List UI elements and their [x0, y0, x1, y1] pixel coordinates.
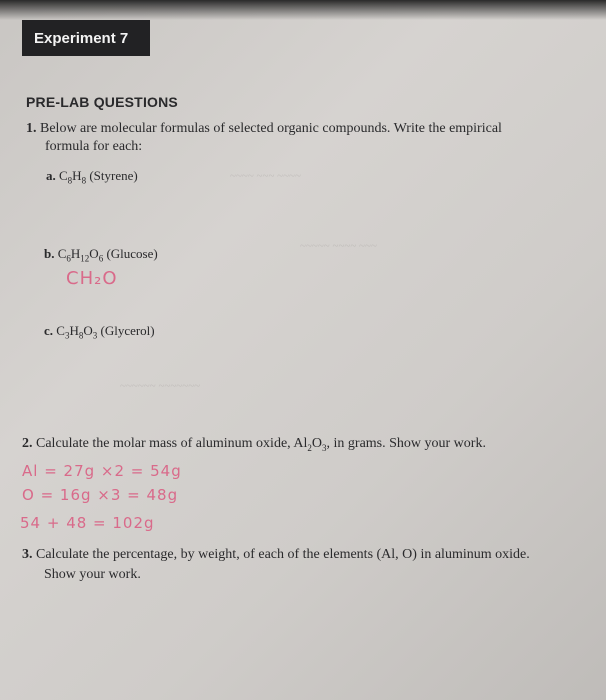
question-1-line1: Below are molecular formulas of selected organic compounds. Write the empirical	[40, 121, 502, 136]
bleed-through-text: ~~~~~ ~~~~ ~~~	[300, 240, 377, 252]
experiment-title: Experiment 7	[34, 29, 129, 47]
page-shadow	[0, 0, 606, 20]
option-c	[44, 323, 155, 341]
option-a-formula: $C_8H_8$	[59, 168, 87, 186]
option-b-formula: $C_6H_{12}O_6$	[57, 246, 104, 264]
option-a-name: (Styrene)	[89, 168, 138, 183]
question-3-line1: Calculate the percentage, by weight, of each of the elements (Al, O) in aluminum oxide.	[36, 547, 530, 562]
work-line-2: O = 16g ×3 = 48g	[22, 486, 179, 504]
question-3	[22, 546, 530, 564]
option-a-letter: a.	[46, 168, 56, 183]
answer-b-handwritten: CH₂O	[66, 268, 118, 289]
bleed-through-text: ~~~~ ~~~ ~~~~	[230, 170, 301, 182]
option-c-formula: $C_3H_8O_3$	[56, 323, 98, 341]
question-1-line2: formula for each:	[45, 139, 143, 154]
work-line-1: Al = 27g ×2 = 54g	[22, 462, 182, 480]
question-2-number: 2.	[22, 436, 33, 451]
work-line-3: 54 + 48 = 102g	[20, 514, 155, 532]
option-b-letter: b.	[44, 246, 55, 261]
experiment-header	[22, 20, 150, 56]
section-title: PRE-LAB QUESTIONS	[26, 94, 178, 110]
option-b-name: (Glucose)	[106, 246, 158, 261]
bleed-through-text: ~~~~~~ ~~~~~~~	[120, 380, 201, 392]
question-3-line2: Show your work.	[44, 567, 141, 582]
option-b	[44, 246, 158, 264]
option-c-letter: c.	[44, 323, 54, 338]
question-1	[26, 120, 502, 138]
question-3-number: 3.	[22, 547, 33, 562]
option-a	[46, 168, 138, 186]
question-2	[22, 435, 486, 457]
question-1-number: 1.	[26, 121, 37, 136]
question-2-text: Calculate the molar mass of aluminum oxide, $Al_2O_3$, in grams. Show your work.	[36, 436, 486, 453]
option-c-name: (Glycerol)	[100, 323, 155, 338]
